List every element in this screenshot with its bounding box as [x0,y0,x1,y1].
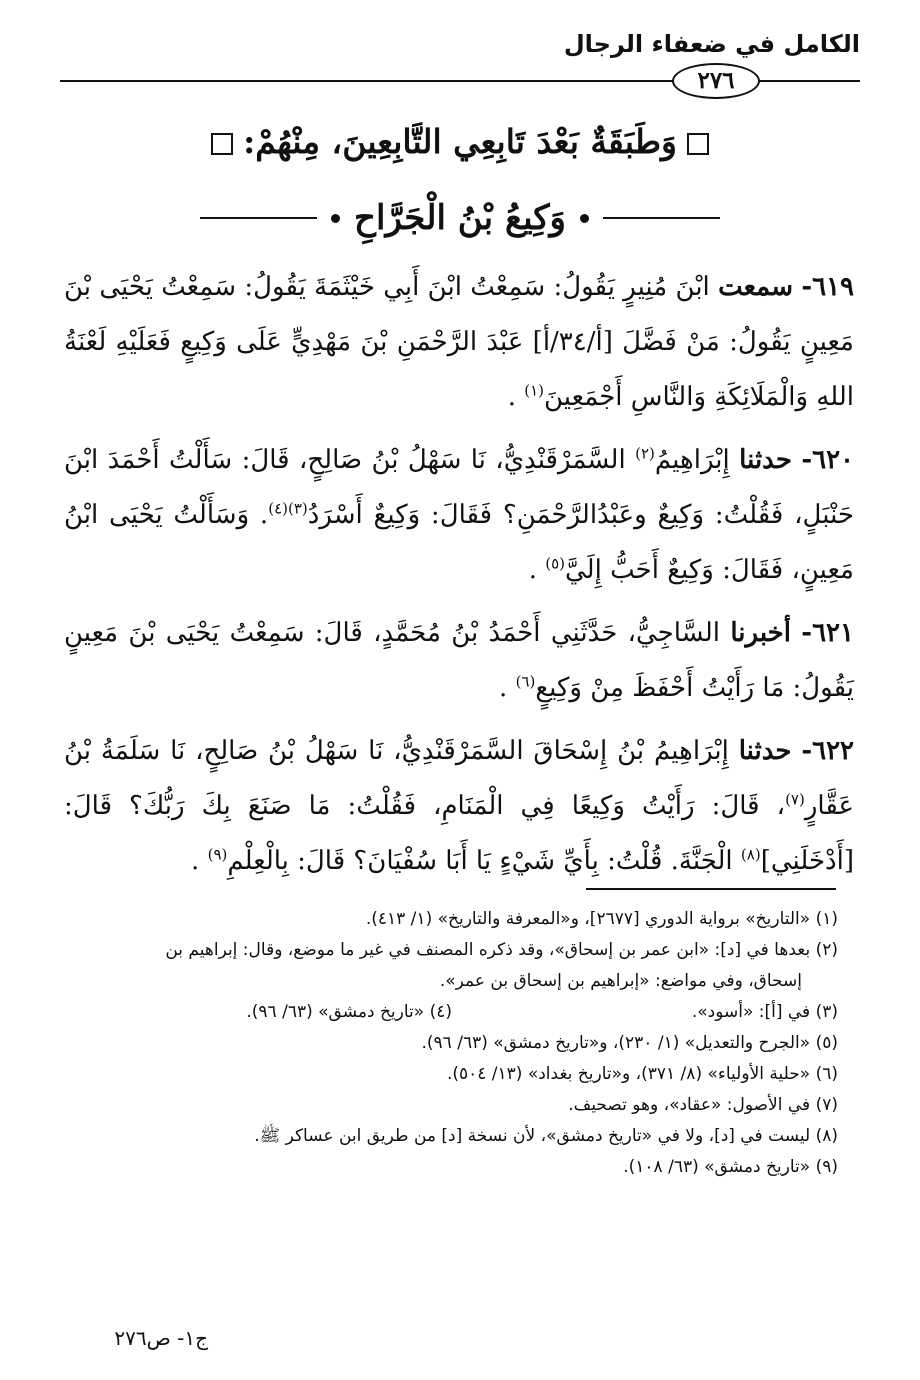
entry-tail: . [528,555,537,585]
entry-keyword: حدثنا [739,445,792,475]
entry-tail: . [507,382,516,412]
footnote-5: (٥) «الجرح والتعديل» (١/ ٢٣٠)، و«تاريخ دمشق» (٦٣/ ٩٦). [421,1033,838,1053]
ornament-rule [200,217,317,219]
footnote-ref: (٧) [785,790,805,809]
entry-text: إِبْرَاهِيمُ [654,445,730,475]
entry-text: ، قَالَ: رَأَيْتُ وَكِيعًا فِي الْمَنَامِ، فَقُلْتُ: مَا صَنَعَ بِكَ رَبُّكَ؟ قَالَ: [أَدْخَلَنِي] [64,791,854,876]
subtitle-row [200,190,720,246]
footnote-7: (٧) في الأصول: «عقاد»، وهو تصحيف. [568,1095,838,1115]
footnote-rule [586,888,836,890]
bullet-icon [580,214,589,223]
section-title-text: وَطَبَقَةٌ بَعْدَ تَابِعِي التَّابِعِينَ، مِنْهُمْ: [243,122,677,161]
footnote-ref: (٨) [740,845,761,864]
entry-number: ٦١٩- [801,272,855,302]
footnote-1: (١) «التاريخ» برواية الدوري [٢٦٧٧]، و«المعرفة والتاريخ» (١/ ٤١٣). [365,909,838,929]
entry-keyword: أخبرنا [730,618,791,648]
volume-page-reference: ج١- ص٢٧٦ [114,1326,208,1350]
entry-619 [64,260,854,425]
footnote-ref: (٣)(٤) [268,499,308,518]
entry-number: ٦٢١- [801,618,854,648]
footnote-ref: (٦) [515,672,536,691]
entry-621 [64,606,854,716]
entry-tail: . [499,673,508,703]
footnote-8: (٨) ليست في [د]، ولا في «تاريخ دمشق»، لأن نسخة [د] من طريق ابن عساكر ﷺ. [254,1126,838,1146]
footnote-2-continued: إسحاق، وفي مواضع: «إبراهيم بن إسحاق بن عمر». [439,971,802,991]
entry-tail: . [191,846,200,876]
entry-number: ٦٢٠- [801,445,855,475]
entry-text: السَّمَرْقَنْدِيُّ، نَا سَهْلُ بْنُ صَالِحٍ، قَالَ: سَأَلْتُ أَحْمَدَ ابْنَ حَنْبَلٍ، فَقُلْتُ: وَكِيعٌ وعَبْدُالرَّحْمَنِ؟ فَقَالَ: وَكِيعٌ أَسْرَدُ [64,445,855,530]
section-title [60,122,860,161]
footnote-2: (٢) بعدها في [د]: «ابن عمر بن إسحاق»، وقد ذكره المصنف في غير ما موضع، وقال: إبراهيم بن [165,940,838,960]
entry-keyword: سمعت [718,272,793,302]
footnote-ref: (١) [524,381,545,400]
entry-text: الْجَنَّةَ. قُلْتُ: بِأَيِّ شَيْءٍ يَا أَبَا سُفْيَانَ؟ قَالَ: بِالْعِلْمِ [227,846,733,876]
entry-text: ابْنَ مُنِيرٍ يَقُولُ: سَمِعْتُ ابْنَ أَبِي خَيْثَمَةَ يَقُولُ: سَمِعْتُ يَحْيَى بْنَ مَعِينٍ يَقُولُ: مَنْ فَضَّلَ [أ/٣٤/أ] عَبْدَ الرَّحْمَنِ بْنَ مَهْدِيٍّ عَلَى وَكِيعٍ فَعَلَيْهِ لَعْنَةُ اللهِ وَالْمَلَائِكَةِ وَالنَّاسِ أَجْمَعِينَ [64,272,854,412]
entry-text: إِبْرَاهِيمُ بْنُ إِسْحَاقَ السَّمَرْقَنْدِيُّ، نَا سَهْلُ بْنُ صَالِحٍ، نَا سَلَمَةُ بْنُ عَقَّارٍ [64,736,854,821]
main-text [64,260,854,897]
footnote-ref: (٥) [545,554,566,573]
page-number: ٢٧٦ [672,63,760,99]
square-icon [211,133,233,155]
entry-keyword: حدثنا [738,736,792,766]
footnote-9: (٩) «تاريخ دمشق» (٦٣/ ١٠٨). [623,1157,838,1177]
entry-number: ٦٢٢- [801,736,855,766]
bullet-icon [331,214,340,223]
running-title: الكامل في ضعفاء الرجال [563,30,860,58]
entry-620 [64,433,854,598]
footnote-4: (٤) «تاريخ دمشق» (٦٣/ ٩٦). [246,1002,452,1022]
footnote-row [66,997,838,1028]
footnote-6: (٦) «حلية الأولياء» (٨/ ٣٧١)، و«تاريخ بغداد» (١٣/ ٥٠٤). [446,1064,838,1084]
footnote-ref: (٢) [635,444,655,463]
entry-text: السَّاجِيُّ، حَدَّثَنِي أَحْمَدُ بْنُ مُحَمَّدٍ، قَالَ: سَمِعْتُ يَحْيَى بْنَ مَعِينٍ يَقُولُ: مَا رَأَيْتُ أَحْفَظَ مِنْ وَكِيعٍ [64,618,854,703]
entry-text: . وَسَأَلْتُ يَحْيَى ابْنُ مَعِينٍ، فَقَالَ: وَكِيعٌ أَحَبُّ إِلَيَّ [64,500,854,585]
footnote-ref: (٩) [207,845,228,864]
entry-622 [64,724,854,889]
ornament-rule [603,217,720,219]
footnote-3: (٣) في [أ]: «أسود». [691,1002,838,1022]
footnotes [66,904,838,1183]
square-icon [687,133,709,155]
subtitle: وَكِيعُ بْنُ الْجَرَّاحِ [354,198,566,238]
